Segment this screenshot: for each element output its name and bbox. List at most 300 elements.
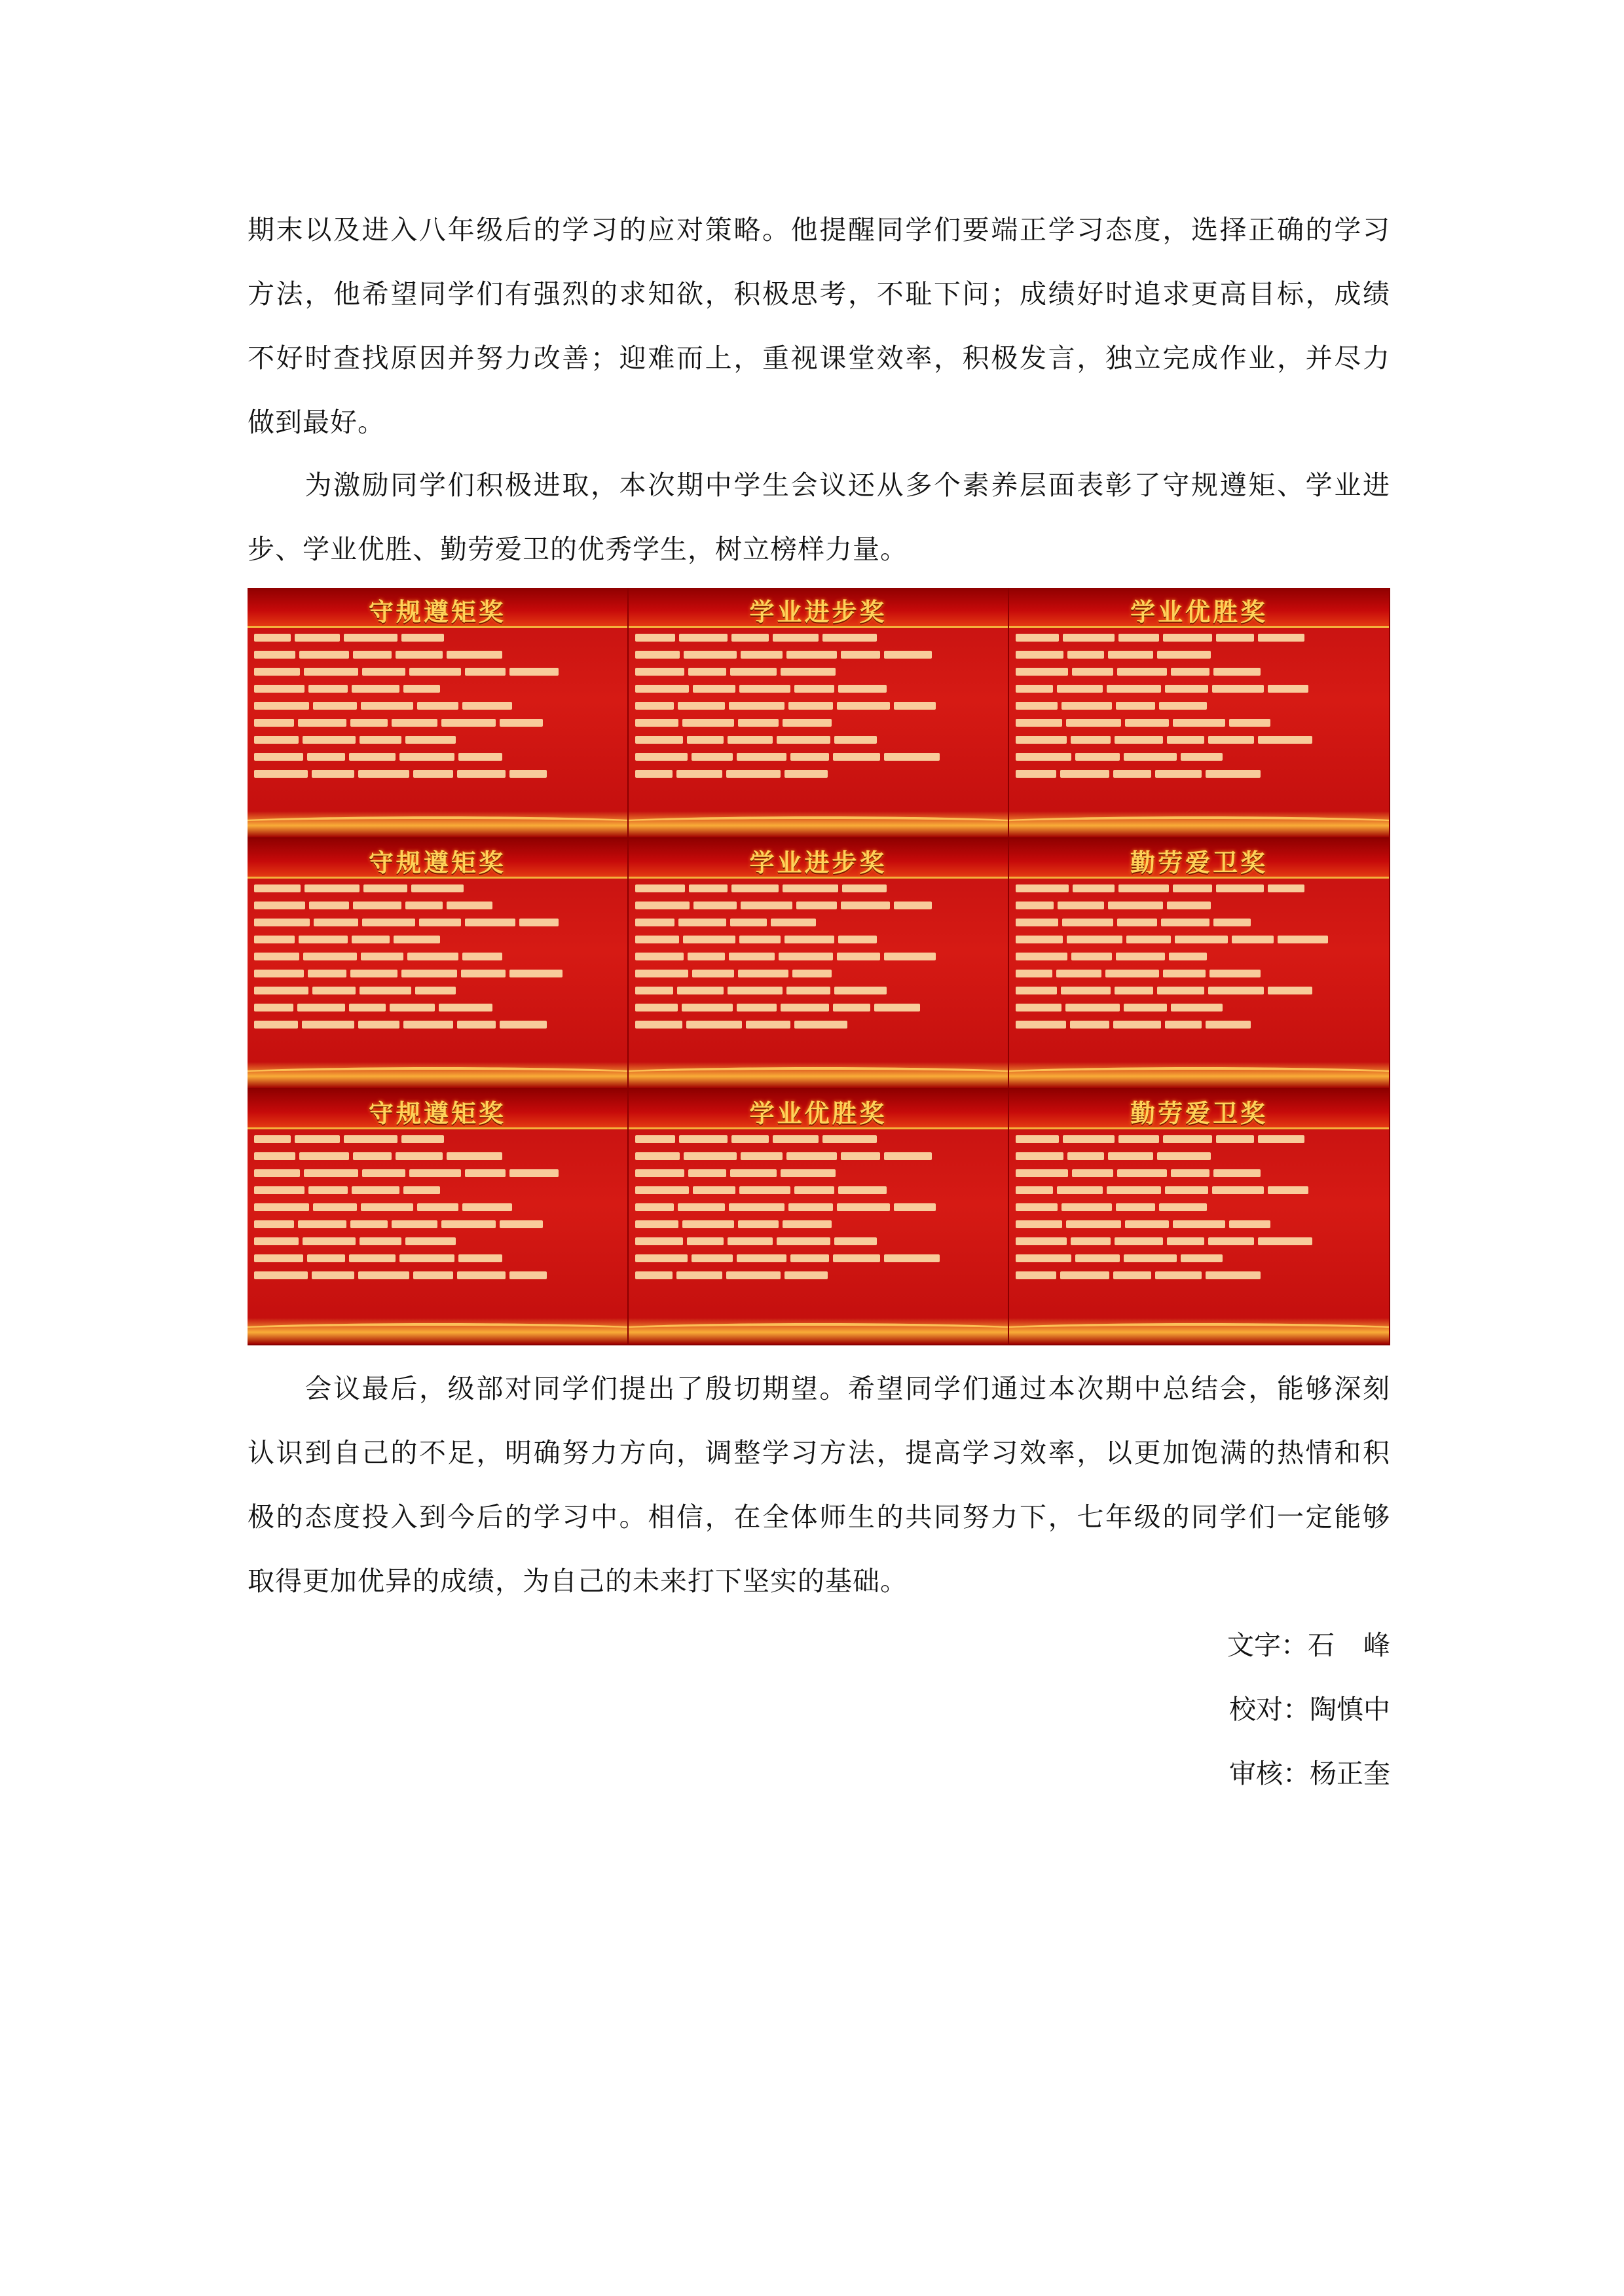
name-placeholder (874, 1004, 920, 1011)
name-row (635, 987, 1003, 994)
name-placeholder (741, 1152, 783, 1160)
name-placeholder (1016, 1004, 1061, 1011)
name-placeholder (1016, 1237, 1067, 1245)
name-list (254, 884, 622, 1029)
name-placeholder (307, 1254, 345, 1262)
name-placeholder (358, 1271, 409, 1279)
name-placeholder (308, 1186, 348, 1194)
name-placeholder (254, 987, 308, 994)
name-placeholder (739, 936, 781, 943)
name-placeholder (1061, 987, 1111, 994)
name-placeholder (465, 1169, 506, 1177)
name-placeholder (313, 1203, 357, 1211)
name-placeholder (254, 1135, 291, 1143)
name-placeholder (361, 702, 413, 710)
name-placeholder (1173, 1220, 1225, 1228)
credit-label: 审核： (1229, 1758, 1310, 1789)
name-row (635, 685, 1003, 693)
name-placeholder (728, 987, 783, 994)
name-placeholder (731, 884, 779, 892)
credit-writer (1227, 1613, 1419, 1677)
name-placeholder (679, 1135, 728, 1143)
name-row (1016, 1135, 1384, 1143)
name-placeholder (447, 651, 502, 659)
name-placeholder (413, 1271, 453, 1279)
name-placeholder (304, 1169, 358, 1177)
name-placeholder (1163, 970, 1206, 977)
name-placeholder (1268, 987, 1312, 994)
name-row (254, 1237, 622, 1245)
name-placeholder (363, 884, 407, 892)
name-placeholder (1113, 1021, 1161, 1029)
name-placeholder (302, 1021, 354, 1029)
name-row (1016, 902, 1384, 909)
name-placeholder (297, 1004, 345, 1011)
name-placeholder (303, 1237, 356, 1245)
name-placeholder (254, 736, 299, 744)
name-placeholder (411, 884, 464, 892)
name-placeholder (784, 770, 828, 778)
name-placeholder (838, 936, 877, 943)
name-row (635, 1004, 1003, 1011)
name-placeholder (254, 902, 305, 909)
name-placeholder (1067, 651, 1104, 659)
name-placeholder (362, 919, 415, 926)
name-placeholder (254, 884, 301, 892)
name-placeholder (350, 970, 397, 977)
award-banner (248, 588, 627, 628)
name-list (254, 634, 622, 778)
name-placeholder (792, 970, 832, 977)
name-placeholder (1268, 884, 1304, 892)
text-line: 认识到自己的不足，明确努力方向，调整学习方法，提高学习效率，以更加饱满的热情和积 (248, 1437, 1390, 1468)
name-placeholder (790, 1254, 829, 1262)
text-line: 期末以及进入八年级后的学习的应对策略。他提醒同学们要端正学习态度，选择正确的学习 (248, 214, 1390, 246)
name-placeholder (1208, 987, 1264, 994)
name-placeholder (1016, 1254, 1071, 1262)
paragraph-awards (248, 453, 1390, 581)
name-placeholder (1067, 936, 1122, 943)
name-placeholder (1057, 685, 1103, 693)
award-banner (1009, 1089, 1389, 1129)
name-placeholder (352, 1186, 399, 1194)
name-placeholder (676, 770, 722, 778)
name-placeholder (841, 902, 890, 909)
name-row (1016, 1271, 1384, 1279)
name-placeholder (635, 719, 678, 727)
name-placeholder (771, 919, 816, 926)
name-placeholder (304, 668, 358, 676)
name-placeholder (841, 651, 880, 659)
name-placeholder (405, 1237, 456, 1245)
name-placeholder (884, 1152, 932, 1160)
name-row (1016, 919, 1384, 926)
name-placeholder (1115, 736, 1163, 744)
name-placeholder (635, 953, 684, 960)
name-placeholder (392, 719, 437, 727)
name-row (635, 668, 1003, 676)
name-placeholder (739, 1186, 790, 1194)
name-placeholder (726, 1271, 781, 1279)
name-row (635, 651, 1003, 659)
name-placeholder (731, 1135, 769, 1143)
name-placeholder (303, 736, 356, 744)
text-line: 为激励同学们积极进取，本次期中学生会议还从多个素养层面表彰了守规遵矩、学业进 (248, 469, 1390, 501)
name-placeholder (1278, 936, 1328, 943)
name-placeholder (894, 702, 936, 710)
name-placeholder (1167, 1237, 1204, 1245)
name-placeholder (1125, 719, 1169, 727)
award-banner (629, 839, 1008, 879)
name-placeholder (784, 1271, 828, 1279)
text-line: 做到最好。 (248, 407, 385, 438)
name-placeholder (635, 685, 689, 693)
name-placeholder (1125, 1220, 1169, 1228)
name-placeholder (1163, 634, 1212, 642)
name-placeholder (1016, 753, 1071, 761)
name-row (635, 1169, 1003, 1177)
name-placeholder (635, 936, 679, 943)
award-panel (629, 1089, 1010, 1345)
name-placeholder (687, 1237, 724, 1245)
award-banner (1009, 839, 1389, 879)
name-placeholder (1171, 1169, 1209, 1177)
name-placeholder (254, 1152, 295, 1160)
name-placeholder (254, 919, 310, 926)
name-placeholder (688, 1169, 726, 1177)
name-placeholder (786, 651, 837, 659)
name-row (1016, 753, 1384, 761)
name-placeholder (1071, 953, 1112, 960)
award-photo-collage (248, 588, 1390, 1345)
name-placeholder (635, 1237, 683, 1245)
name-placeholder (635, 1135, 675, 1143)
name-placeholder (729, 1203, 784, 1211)
name-placeholder (833, 753, 880, 761)
name-placeholder (254, 651, 295, 659)
name-placeholder (1124, 753, 1177, 761)
name-placeholder (349, 753, 396, 761)
name-row (1016, 702, 1384, 710)
name-placeholder (353, 1152, 392, 1160)
name-placeholder (1159, 702, 1207, 710)
name-placeholder (1072, 1169, 1113, 1177)
name-row (254, 668, 622, 676)
name-placeholder (1057, 1186, 1103, 1194)
name-placeholder (1155, 1271, 1202, 1279)
name-row (1016, 970, 1384, 977)
name-row (254, 953, 622, 960)
name-placeholder (350, 1220, 388, 1228)
name-placeholder (842, 884, 887, 892)
name-placeholder (1118, 1135, 1159, 1143)
name-placeholder (1016, 1135, 1059, 1143)
name-placeholder (405, 902, 443, 909)
name-placeholder (457, 1021, 496, 1029)
award-banner (248, 839, 627, 879)
name-placeholder (676, 1271, 722, 1279)
name-row (1016, 936, 1384, 943)
name-placeholder (362, 668, 405, 676)
name-placeholder (350, 719, 388, 727)
name-placeholder (693, 902, 737, 909)
name-placeholder (399, 1254, 454, 1262)
name-placeholder (1072, 668, 1113, 676)
credit-reviewer (1229, 1741, 1390, 1806)
name-placeholder (353, 902, 401, 909)
name-placeholder (254, 953, 299, 960)
name-placeholder (312, 770, 354, 778)
name-placeholder (344, 1135, 397, 1143)
name-placeholder (635, 634, 675, 642)
name-row (1016, 685, 1384, 693)
name-placeholder (299, 936, 348, 943)
name-placeholder (254, 668, 300, 676)
name-placeholder (313, 702, 357, 710)
name-row (635, 770, 1003, 778)
name-placeholder (1258, 736, 1312, 744)
name-placeholder (693, 1186, 735, 1194)
name-placeholder (509, 970, 563, 977)
credit-proofreader (1229, 1677, 1390, 1741)
name-placeholder (884, 753, 940, 761)
name-placeholder (1115, 987, 1153, 994)
name-placeholder (635, 702, 674, 710)
name-placeholder (1016, 953, 1067, 960)
name-placeholder (1165, 1186, 1208, 1194)
name-placeholder (254, 936, 295, 943)
name-placeholder (401, 634, 444, 642)
name-row (635, 634, 1003, 642)
name-placeholder (1108, 651, 1153, 659)
name-placeholder (304, 884, 360, 892)
name-placeholder (1071, 736, 1111, 744)
name-placeholder (1061, 702, 1112, 710)
name-placeholder (1175, 936, 1228, 943)
name-placeholder (794, 685, 834, 693)
name-placeholder (692, 1254, 733, 1262)
award-panel (1009, 1089, 1390, 1345)
name-row (1016, 634, 1384, 642)
name-placeholder (254, 719, 294, 727)
name-placeholder (1229, 719, 1270, 727)
name-row (254, 987, 622, 994)
name-placeholder (1206, 1021, 1251, 1029)
name-placeholder (1016, 902, 1054, 909)
award-panel (248, 588, 629, 839)
name-placeholder (447, 902, 492, 909)
name-placeholder (314, 919, 358, 926)
name-placeholder (635, 1021, 682, 1029)
paragraph-strategy (248, 198, 1390, 454)
name-placeholder (447, 1152, 502, 1160)
name-list (1016, 1135, 1384, 1279)
name-placeholder (465, 919, 515, 926)
name-placeholder (1116, 953, 1165, 960)
name-placeholder (728, 1237, 773, 1245)
name-placeholder (1173, 719, 1225, 727)
name-placeholder (394, 936, 440, 943)
name-placeholder (299, 651, 349, 659)
name-placeholder (635, 1271, 673, 1279)
name-placeholder (678, 702, 725, 710)
name-placeholder (1208, 1237, 1254, 1245)
name-placeholder (788, 702, 833, 710)
name-placeholder (358, 1021, 399, 1029)
name-placeholder (1167, 736, 1204, 744)
name-placeholder (1016, 1021, 1066, 1029)
name-placeholder (635, 970, 688, 977)
name-placeholder (1060, 770, 1109, 778)
name-placeholder (1060, 1271, 1109, 1279)
name-row (635, 1220, 1003, 1228)
name-row (254, 902, 622, 909)
name-placeholder (1016, 1220, 1062, 1228)
name-placeholder (773, 634, 819, 642)
name-placeholder (362, 1169, 405, 1177)
name-placeholder (777, 736, 830, 744)
name-placeholder (1157, 651, 1211, 659)
name-placeholder (635, 753, 688, 761)
name-row (254, 719, 622, 727)
award-banner (629, 588, 1008, 628)
name-placeholder (737, 1004, 777, 1011)
name-row (1016, 1152, 1384, 1160)
name-placeholder (738, 1220, 779, 1228)
name-placeholder (295, 1135, 340, 1143)
name-placeholder (1126, 936, 1171, 943)
award-title: 学业进步奖 (749, 848, 887, 877)
name-placeholder (1216, 1135, 1254, 1143)
name-placeholder (834, 987, 887, 994)
award-panel (1009, 588, 1390, 839)
paragraph-closing (248, 1357, 1390, 1613)
name-placeholder (1171, 1004, 1223, 1011)
name-placeholder (1155, 770, 1202, 778)
name-placeholder (344, 634, 397, 642)
name-placeholder (1105, 970, 1159, 977)
text-line: 不好时查找原因并努力改善；迎难而上，重视课堂效率，积极发言，独立完成作业，并尽力 (248, 342, 1390, 374)
award-title: 守规遵矩奖 (368, 1099, 506, 1128)
name-row (635, 936, 1003, 943)
name-placeholder (1216, 634, 1254, 642)
name-placeholder (837, 1203, 890, 1211)
name-placeholder (519, 919, 559, 926)
name-placeholder (312, 1271, 354, 1279)
name-placeholder (730, 919, 767, 926)
name-placeholder (841, 1152, 880, 1160)
name-placeholder (403, 1186, 440, 1194)
name-placeholder (838, 685, 887, 693)
name-placeholder (1016, 1152, 1063, 1160)
name-placeholder (401, 970, 457, 977)
name-placeholder (837, 953, 880, 960)
name-placeholder (1157, 1152, 1211, 1160)
name-placeholder (1016, 1203, 1058, 1211)
name-placeholder (1016, 736, 1067, 744)
name-placeholder (1216, 884, 1264, 892)
name-placeholder (741, 902, 792, 909)
name-placeholder (465, 668, 506, 676)
award-panel (629, 839, 1010, 1089)
name-placeholder (461, 970, 506, 977)
name-placeholder (254, 1203, 309, 1211)
name-row (254, 1186, 622, 1194)
name-placeholder (1016, 668, 1068, 676)
name-placeholder (441, 719, 496, 727)
name-placeholder (500, 1220, 543, 1228)
name-placeholder (458, 753, 502, 761)
name-placeholder (1075, 753, 1120, 761)
name-placeholder (684, 1152, 737, 1160)
name-placeholder (307, 753, 345, 761)
name-placeholder (1016, 702, 1058, 710)
name-row (635, 919, 1003, 926)
name-placeholder (1113, 1271, 1151, 1279)
credit-name: 杨正奎 (1310, 1758, 1390, 1789)
name-row (254, 1135, 622, 1143)
name-placeholder (1115, 1237, 1163, 1245)
name-placeholder (1268, 685, 1308, 693)
name-placeholder (833, 1004, 870, 1011)
name-placeholder (730, 1169, 777, 1177)
name-placeholder (682, 1004, 733, 1011)
name-placeholder (884, 953, 936, 960)
name-placeholder (729, 953, 775, 960)
name-placeholder (1229, 1220, 1270, 1228)
name-placeholder (254, 1021, 298, 1029)
name-placeholder (417, 702, 458, 710)
text-line: 方法，他希望同学们有强烈的求知欲，积极思考，不耻下问；成绩好时追求更高目标，成绩 (248, 278, 1390, 310)
name-placeholder (298, 719, 346, 727)
name-row (635, 1186, 1003, 1194)
name-placeholder (1066, 1220, 1121, 1228)
name-placeholder (1181, 753, 1223, 761)
name-placeholder (1016, 987, 1057, 994)
name-placeholder (1070, 1021, 1109, 1029)
name-placeholder (254, 1271, 308, 1279)
text-line: 极的态度投入到今后的学习中。相信，在全体师生的共同努力下，七年级的同学们一定能够 (248, 1501, 1390, 1533)
name-placeholder (635, 884, 685, 892)
name-placeholder (1206, 1271, 1261, 1279)
name-placeholder (298, 1220, 346, 1228)
name-placeholder (457, 770, 506, 778)
name-row (635, 1237, 1003, 1245)
name-row (254, 1021, 622, 1029)
name-placeholder (788, 1203, 833, 1211)
name-row (254, 1004, 622, 1011)
name-placeholder (299, 1152, 349, 1160)
name-placeholder (1213, 919, 1251, 926)
name-row (635, 736, 1003, 744)
name-placeholder (737, 1254, 786, 1262)
name-placeholder (415, 987, 456, 994)
name-placeholder (731, 634, 769, 642)
name-placeholder (1206, 770, 1261, 778)
name-placeholder (1232, 936, 1274, 943)
name-row (635, 1021, 1003, 1029)
name-placeholder (1118, 884, 1169, 892)
name-placeholder (635, 1254, 688, 1262)
name-row (1016, 953, 1384, 960)
name-placeholder (635, 987, 673, 994)
name-row (635, 1135, 1003, 1143)
credit-name: 陶慎中 (1310, 1694, 1390, 1725)
name-row (1016, 1021, 1384, 1029)
name-row (254, 685, 622, 693)
name-placeholder (1016, 651, 1063, 659)
name-placeholder (254, 1254, 303, 1262)
